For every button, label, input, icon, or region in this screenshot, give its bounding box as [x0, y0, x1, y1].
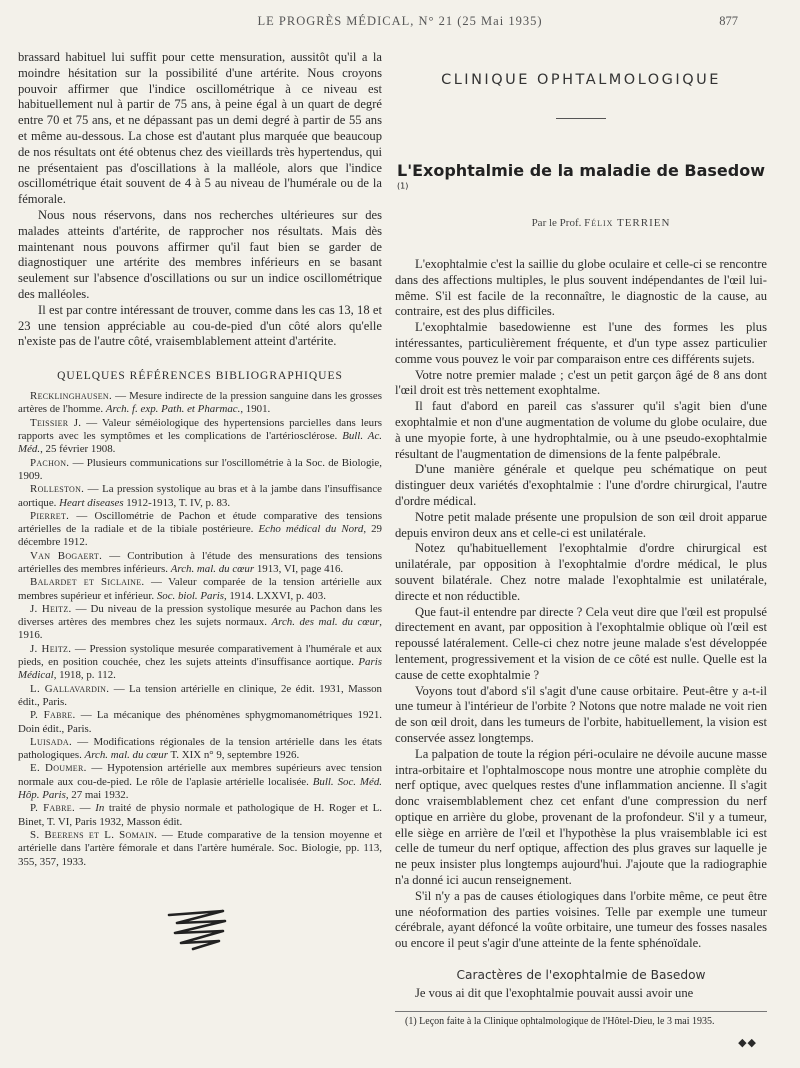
reference-tail: , 1914. LXXVI, p. 403. [223, 589, 326, 602]
reference-author: Pachon. [30, 456, 70, 469]
author-line [435, 217, 767, 229]
reference-tail: 1913, VI, page 416. [254, 563, 344, 575]
footnote: (1) Leçon faite à la Clinique ophtalmologique de l'Hôtel-Dieu, le 3 mai 1935. [405, 1015, 715, 1027]
paragraph: Votre notre premier malade ; c'est un petit garçon âgé de 8 ans dont l'œil droit est très nettement exophtalme. [395, 367, 767, 398]
reference-text: — Du niveau de la pression systolique mesurée au Pachon dans les diverses artères des membres chez les sujets normaux. [18, 602, 382, 629]
author-prefix: Par le Prof. [531, 217, 585, 229]
page-header [24, 14, 776, 34]
reference-item [18, 736, 382, 763]
reference-author: Luisada. [30, 735, 72, 748]
reference-text: — Hypotension artérielle aux membres supérieurs avec tension normale aux cou-de-pied. Le rôle de l'aplasie artérielle localisée. [18, 762, 382, 788]
reference-text: — [75, 802, 96, 815]
reference-source: Soc. biol. Paris [156, 589, 224, 602]
reference-tail: , 1918, p. 112. [53, 669, 116, 682]
reference-source: Paris Médical [18, 656, 382, 682]
reference-text: — La pression systolique au bras et à la jambe dans l'insuffisance aortique. [18, 483, 382, 509]
reference-author: P. Fabre. [30, 709, 76, 722]
reference-item [18, 683, 382, 710]
paragraph: L'exophtalmie basedowienne est l'une des formes les plus intéressantes, particulièrement fréquente, et d'un type assez particulier comme vous pouvez le voir par comparaison entre ces différents sujets. [395, 320, 767, 366]
reference-text: — Etude comparative de la tension moyenne et artérielle dans l'artère fémorale et dans l'artère humérale. Soc. Biologie, pp. 113, 355, 357, 1933. [18, 828, 382, 868]
reference-source: Arch. mal. du cœur [84, 749, 168, 762]
paragraph: Il est par contre intéressant de trouver, comme dans les cas 13, 18 et 23 une tension appréciable au cou-de-pied d'un côté alors qu'elle n'existe pas de l'autre côté, vraisemblablement atteint d'artérite. [18, 302, 382, 349]
paragraph: Que faut-il entendre par directe ? Cela veut dire que l'œil est propulsé directement en avant, par opposition à l'exophtalmie oblique où l'œil est repoussé latéralement. Celle-ci chez notre jeune malade s'est développée lentement, progressivement et la vision de ce côté est nulle. Quelle est la cause de cette exophtalmie ? [395, 604, 767, 682]
reference-item [18, 417, 382, 457]
references-list [18, 390, 382, 869]
reference-source: Arch. des mal. du cœur [271, 616, 380, 629]
reference-item [18, 709, 382, 736]
reference-author: S. Beerens et L. Somain. [30, 828, 158, 841]
reference-author: Balardet et Siclaine. [30, 576, 145, 589]
reference-text: — Oscillométrie de Pachon et étude comparative des tensions artérielles de la radiale et de la tibiale postérieure. [18, 509, 382, 536]
paragraph: L'exophtalmie c'est la saillie du globe oculaire et celle-ci se rencontre dans des affections multiples, le plus souvent indépendantes de l'œil lui-même. S'il est facile de la reconnaître, le diagnostic de la cause, au contraire, est des plus difficiles. [395, 257, 767, 319]
article-title-text: L'Exophtalmie de la maladie de Basedow [397, 161, 765, 180]
reference-tail: , 29 décembre 1912. [18, 523, 382, 549]
reference-text: — Modifications régionales de la tension artérielle dans les états pathologiques. [18, 735, 382, 762]
reference-author: E. Doumer. [30, 762, 87, 775]
reference-author: Recklinghausen. [30, 390, 113, 403]
section-title: CLINIQUE OPHTALMOLOGIQUE [441, 72, 721, 88]
reference-author: J. Heitz. [30, 602, 72, 615]
reference-tail: 1912-1913, T. IV, p. 83. [123, 496, 231, 509]
reference-tail: traité de physio normale et pathologique de H. Roger et L. Binet, T. VI, Paris 1932, Masson édit. [18, 802, 382, 828]
paragraph: Je vous ai dit que l'exophtalmie pouvait aussi avoir une [415, 986, 694, 1001]
paragraph: brassard habituel lui suffit pour cette mensuration, aussitôt qu'il a la moindre hésitation sur la possibilité d'une artérite. Nous croyons pouvoir affirmer que l'indice oscillométrique à ce niveau est habituellement nul à partir de 75 ans, à peine égal à un quart de degré entre 70 et 75 ans, et ne dépassant pas un demi degré à partir de 55 ans et même au-dessous. La chose est d'autant plus marquée que beaucoup de nos résultats ont été obtenus chez des vieillards très hypertendus, qui ne présentaient pas d'oscillations à la malléole, alors que l'indice oscillométrique était souvent de 4 à 5 au niveau de l'humérale ou de la fémorale. [18, 50, 382, 207]
reference-item [18, 603, 382, 643]
paragraph: Voyons tout d'abord s'il s'agit d'une cause orbitaire. Peut-être y a-t-il une tumeur à l'intérieur de l'orbite ? Notons que notre malade ne voit rien de son œil droit, dans les tumeurs de l'orbite, habituellement, la vision est conservée assez longtemps. [395, 683, 767, 745]
reference-item [18, 802, 382, 829]
reference-source: Bull. Ac. Méd. [18, 430, 382, 456]
reference-source: Heart diseases [59, 496, 124, 509]
reference-source: In [95, 802, 105, 815]
paragraph: La palpation de toute la région péri-oculaire ne dévoile aucune masse intra-orbitaire et l'ophtalmoscope nous montre une atrophie complète du nerf optique, avec quelques restes d'une inflammation ancienne. Il s'agit donc vraisemblablement chez cet enfant d'une compression du nerf optique en arrière du globe, provenant de la profondeur. S'il y a tumeur, elle siège en arrière de l'œil et l'hypothèse la plus vraisemblable ici est celle de tumeur du nerf optique, affection des plus graves sur laquelle je ne peux insister plus longtemps aujourd'hui. J'ajoute que la radiographie n'a donné ici aucun renseignement. [395, 746, 767, 888]
footnote-divider [395, 1011, 767, 1012]
article-title [397, 161, 767, 199]
reference-item [18, 390, 382, 417]
paragraph: D'une manière générale et quelque peu schématique on peut distinguer deux variétés d'exophtalmie : l'une d'ordre chirurgical, l'autre d'ordre médical. [395, 462, 767, 508]
reference-text: — Pression systolique mesurée comparativement à l'humérale et aux pieds, en position couchée, chez les sujets atteints d'insuffisance aortique. [18, 642, 382, 669]
reference-author: Rolleston. [30, 483, 85, 496]
reference-text: — La mécanique des phénomènes sphygmomanométriques 1921. Doin édit., Paris. [18, 709, 382, 735]
reference-item [18, 550, 382, 577]
reference-text: — Valeur séméiologique des hypertensions parcielles dans leurs rapports avec les symptômes et les complications de l'artériosclérose. [18, 416, 382, 443]
reference-author: Teissier J. [30, 416, 82, 429]
paragraph: Il faut d'abord en pareil cas s'assurer qu'il s'agit bien d'une exophtalmie et non d'une augmentation de volume du globe oculaire, due à une myopie forte, à une hydrophtalmie, ou à une pseudo-exophtalmie résultant de l'augmentation de dimensions de la fente palpébrale. [395, 399, 767, 461]
reference-author: J. Heitz. [30, 642, 72, 655]
reference-text: — Mesure indirecte de la pression sanguine dans les grosses artères de l'homme. [18, 390, 382, 416]
subheading: Caractères de l'exophtalmie de Basedow [456, 968, 706, 983]
reference-text: — Plusieurs communications sur l'oscillométrie à la Soc. de Biologie, 1909. [18, 456, 382, 482]
reference-tail: , 1916. [18, 616, 382, 642]
divider [556, 118, 606, 119]
paragraph: Nous nous réservons, dans nos recherches ultérieures sur des malades atteints d'artérite, de rapprocher nos résultats. Mais dès maintenant nous pouvons affirmer qu'il faut bien se garder de diagnostiquer une artérite des membres inférieurs en se basant seulement sur l'absence d'oscillations ou sur un indice oscillométrique des malléoles. [18, 207, 382, 301]
reference-source: Arch. mal. du cœur [170, 563, 255, 575]
reference-text: — La tension artérielle en clinique, 2e édit. 1931, Masson édit., Paris. [18, 682, 382, 708]
reference-item [18, 510, 382, 550]
reference-source: Echo médical du Nord [258, 523, 364, 536]
author-name: Félix TERRIEN [584, 217, 671, 229]
running-title: LE PROGRÈS MÉDICAL, N° 21 (25 Mai 1935) [257, 14, 543, 28]
reference-author: Pierret. [30, 509, 70, 522]
reference-tail: , 27 mai 1932. [65, 789, 129, 802]
reference-author: L. Gallavardin. [30, 682, 110, 695]
reference-text: — Valeur comparée de la tension artérielle aux membres supérieur et inférieur. [18, 576, 382, 602]
reference-text: — Contribution à l'étude des mensurations des tensions artérielles des membres inférieurs. [18, 549, 382, 575]
reference-tail: , 1901. [240, 403, 271, 416]
reference-tail: , 25 février 1908. [40, 443, 116, 456]
left-column [18, 50, 382, 1050]
reference-tail: T. XIX n° 9, septembre 1926. [167, 749, 300, 762]
reference-source: Bull. Soc. Méd. Hôp. Paris [18, 775, 382, 802]
reference-item [18, 829, 382, 869]
ornament-squiggle [163, 907, 382, 956]
reference-item [18, 762, 382, 802]
reference-item [18, 483, 382, 510]
paragraph: Notre petit malade présente une propulsion de son œil droit apparue depuis environ deux ans et celle-ci est unilatérale. [395, 509, 767, 540]
reference-item [18, 457, 382, 484]
reference-author: Van Bogaert. [30, 549, 103, 562]
paragraph: Notez qu'habituellement l'exophtalmie d'ordre chirurgical est unilatérale, par opposition à l'exophtalmie d'ordre médical, le plus souvent bilatérale. Chez notre malade l'exophtalmie est unilatérale, directe et non réductible. [395, 541, 767, 603]
page-number: 877 [719, 14, 738, 28]
paragraph: S'il n'y a pas de causes étiologiques dans l'orbite même, ce peut être une néoformation des parties voisines. Telle par exemple une tumeur cérébrale, ayant défoncé la voûte orbitaire, une tumeur des fosses nasales ou encore il peut s'agir d'une atteinte de la fente sphénoïdale. [395, 888, 767, 951]
reference-author: P. Fabre. [30, 802, 76, 815]
reference-source: Arch. f. exp. Path. et Pharmac. [105, 403, 241, 416]
references-title: QUELQUES RÉFÉRENCES BIBLIOGRAPHIQUES [57, 370, 343, 383]
footnote-mark: (1) [397, 181, 409, 191]
end-mark: ◆◆ [738, 1036, 757, 1049]
reference-item [18, 643, 382, 683]
reference-item [18, 576, 382, 603]
right-column [395, 50, 767, 1050]
